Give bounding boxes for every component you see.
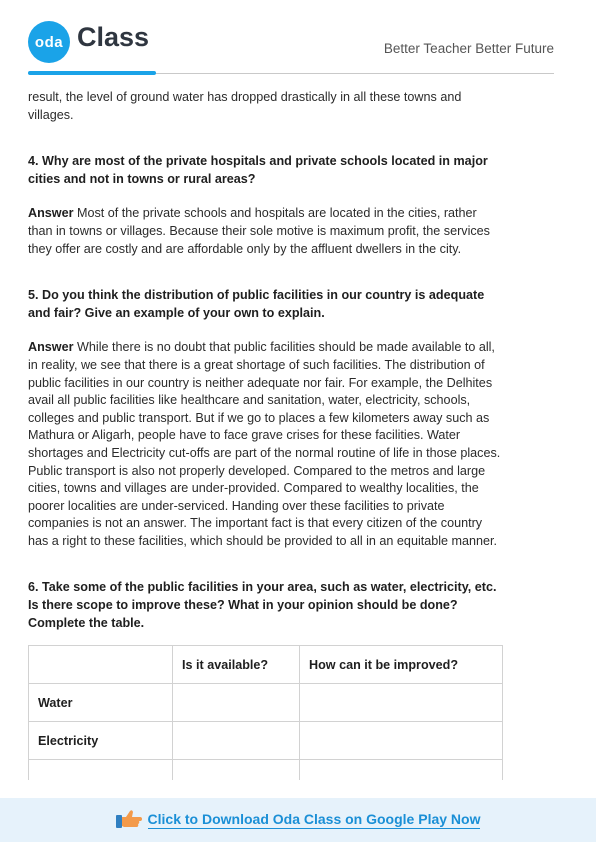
answer-4-text: Most of the private schools and hospitals are located in the cities, rather than in towns or villages. Because their sole motive is maximum profit, the services they offer are costly and are affordable only by the affluent dwellers in the city.	[28, 206, 490, 256]
table-header-row	[29, 646, 503, 684]
logo-text: oda	[34, 33, 64, 51]
table-header-cell	[29, 646, 173, 684]
table-cell	[300, 684, 503, 722]
table-cell: Water	[29, 684, 173, 722]
download-link[interactable]: Click to Download Oda Class on Google Play Now	[147, 811, 481, 827]
answer-4	[28, 205, 504, 258]
pointing-hand-icon	[116, 809, 142, 831]
document-body	[28, 89, 504, 632]
brand-name: Class	[77, 22, 150, 52]
page-header	[0, 0, 596, 80]
table-header-cell: How can it be improved?	[300, 646, 503, 684]
table-row	[29, 722, 503, 760]
tagline: Better Teacher Better Future	[383, 41, 554, 56]
header-accent-bar	[28, 71, 156, 75]
page-cut	[0, 780, 596, 800]
oda-logo	[28, 21, 70, 63]
table-cell	[300, 722, 503, 760]
table-header-cell: Is it available?	[173, 646, 300, 684]
question-5: 5. Do you think the distribution of public facilities in our country is adequate and fair? Give an example of your own to explain.	[28, 288, 485, 320]
answer-label: Answer	[28, 206, 74, 221]
answer-5-text: While there is no doubt that public facilities should be made available to all, in reality, we see that there is a great shortage of such facilities. The distribution of public facilities in our country is neither adequate nor fair. For example, the Delhites avail all public facilities like healthcare and sanitation, water, electricity, schools, colleges and public transport. But if we go to places a few kilometers away such as Mathura or Aligarh, people have to face grave crises for these facilities. Water shortages and Electricity cut-offs are part of the normal routine of life in those places. Public transport is also not properly developed. Compared to the metros and large cities, towns and villages are under-provided. Compared to wealthy localities, the poorer localities are under-serviced. Handing over these facilities to private companies is not an answer. The important fact is that every citizen of the country has a right to these facilities, which should be provided to all in an equitable manner.	[28, 340, 501, 548]
question-6: 6. Take some of the public facilities in your area, such as water, electricity, etc. Is there scope to improve these? What in your opinion should be done? Complete the table.	[28, 580, 497, 630]
question-4: 4. Why are most of the private hospitals and private schools located in major cities and not in towns or rural areas?	[28, 154, 488, 186]
facilities-table	[28, 645, 503, 798]
download-banner[interactable]	[0, 798, 596, 842]
table-cell	[173, 722, 300, 760]
answer-5	[28, 339, 504, 550]
table-cell: Electricity	[29, 722, 173, 760]
table-cell	[173, 684, 300, 722]
continuation-paragraph: result, the level of ground water has dropped drastically in all these towns and villages.	[28, 90, 462, 122]
table-row	[29, 684, 503, 722]
answer-label: Answer	[28, 340, 74, 355]
